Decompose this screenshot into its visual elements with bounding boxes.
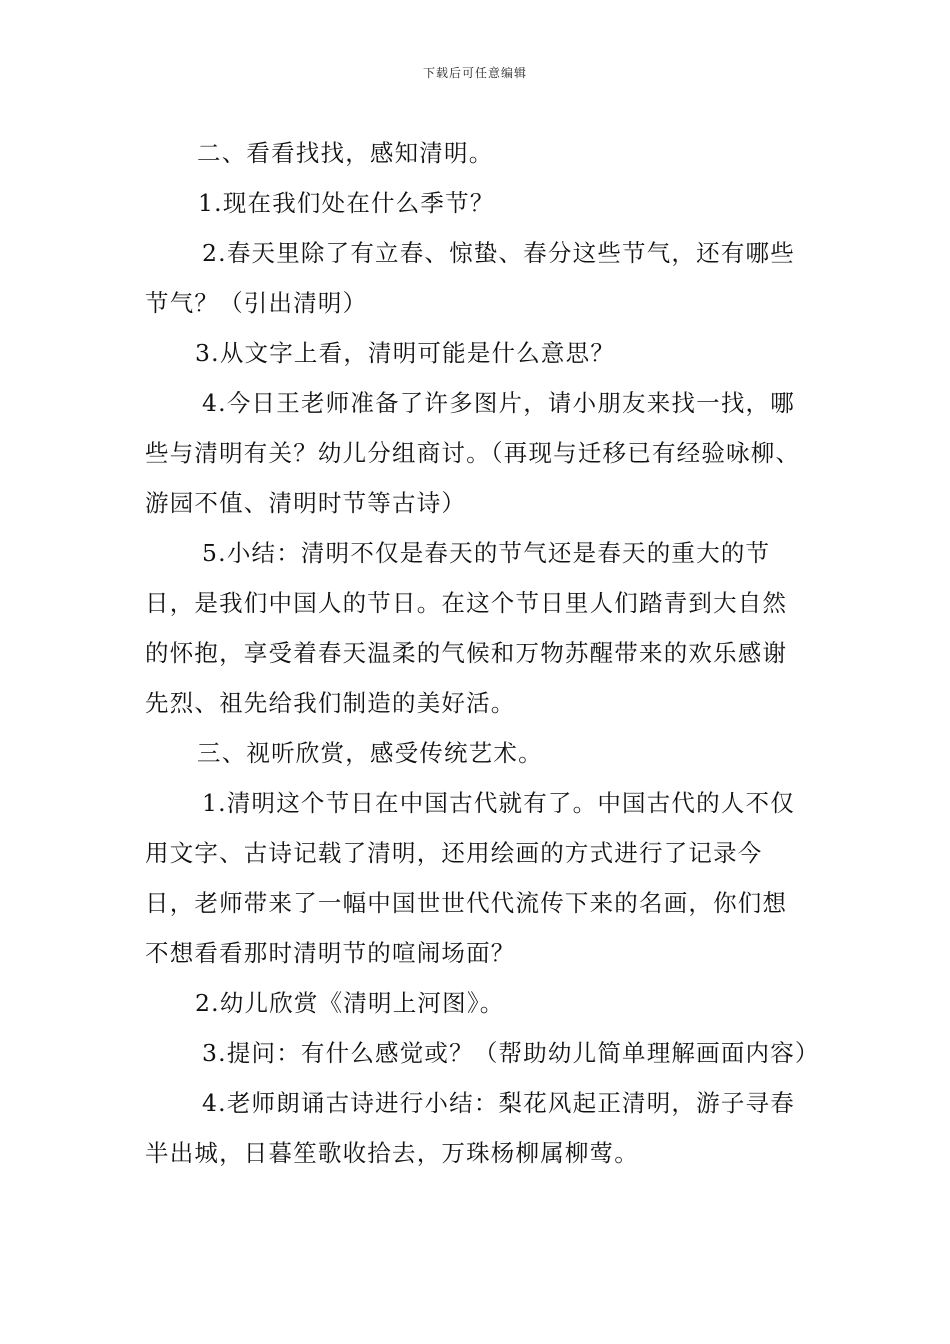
paragraph-3-3: 3.提问：有什么感觉或？（帮助幼儿简单理解画面内容） <box>202 1039 820 1067</box>
section-heading-2: 二、看看找找，感知清明。 <box>197 139 494 167</box>
paragraph-2-1: 1.现在我们处在什么季节？ <box>198 189 495 217</box>
paragraph-2-4: 4.今日王老师准备了许多图片，请小朋友来找一找，哪些与清明有关？幼儿分组商讨。（再现与迁移已有经验咏柳、游园不值、清明时节等古诗） <box>145 389 801 517</box>
paragraph-2-2: 2.春天里除了有立春、惊蛰、春分这些节气，还有哪些节气？（引出清明） <box>145 239 795 317</box>
document-body <box>145 128 820 1178</box>
page-header: 下载后可任意编辑 <box>422 66 527 80</box>
paragraph-2-3: 3.从文字上看，清明可能是什么意思？ <box>195 339 616 367</box>
paragraph-3-2: 2.幼儿欣赏《清明上河图》。 <box>195 989 505 1017</box>
section-heading-3: 三、视听欣赏，感受传统艺术。 <box>197 739 543 767</box>
paragraph-2-5: 5.小结：清明不仅是春天的节气还是春天的重大的节日，是我们中国人的节日。在这个节日里人们踏青到大自然的怀抱，享受着春天温柔的气候和万物苏醒带来的欢乐感谢先烈、祖先给我们制造的美好活。 <box>145 539 788 717</box>
paragraph-3-4: 4.老师朗诵古诗进行小结：梨花风起正清明，游子寻春半出城，日暮笙歌收拾去，万珠杨柳属柳莺。 <box>145 1089 795 1167</box>
paragraph-3-1: 1.清明这个节日在中国古代就有了。中国古代的人不仅用文字、古诗记载了清明，还用绘画的方式进行了记录今日，老师带来了一幅中国世世代代流传下来的名画，你们想不想看看那时清明节的喧闹场面？ <box>145 789 795 967</box>
